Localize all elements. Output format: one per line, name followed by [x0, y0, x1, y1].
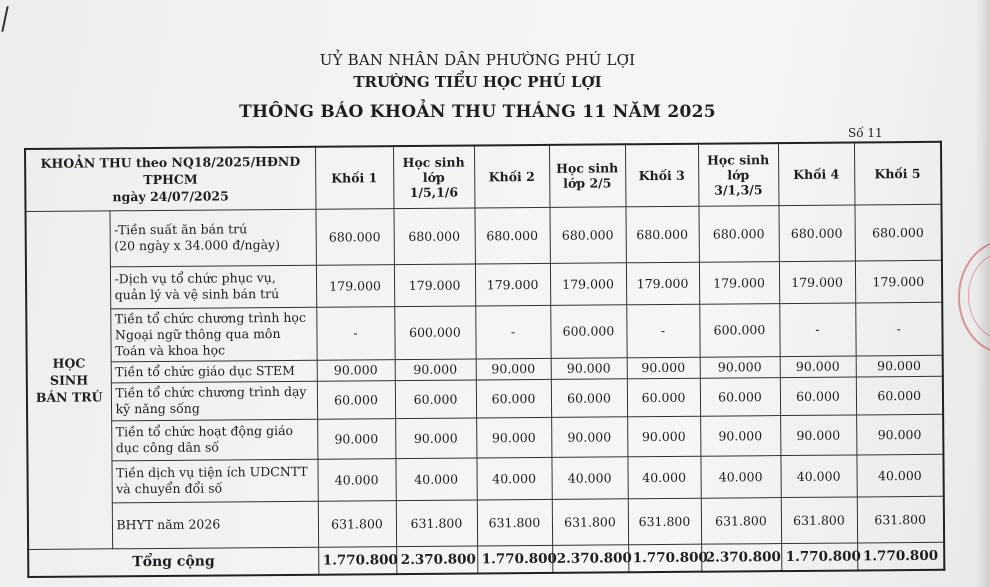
- table-row: [25, 204, 941, 267]
- school-name: TRƯỜNG TIỂU HỌC PHÚ LỢI: [353, 73, 602, 91]
- fee-value: 40.000: [476, 457, 551, 500]
- total-value: 1.770.800: [477, 545, 552, 574]
- fee-value: 90.000: [700, 356, 780, 378]
- fee-item-label: Tiền tổ chức hoạt động giáo dục công dân số: [111, 419, 317, 461]
- fee-value: 60.000: [700, 377, 780, 416]
- student-group-label: [25, 210, 112, 549]
- fee-value: 631.800: [781, 496, 857, 543]
- total-value: 1.770.800: [318, 546, 396, 575]
- fee-item-label: [109, 209, 315, 267]
- fee-value: 60.000: [395, 379, 476, 418]
- fee-value: 631.800: [628, 498, 701, 545]
- fee-item-label: BHYT năm 2026: [112, 501, 318, 549]
- fee-value: 680.000: [698, 205, 778, 262]
- fee-value: 40.000: [627, 456, 700, 499]
- fee-value: 60.000: [476, 379, 551, 418]
- fee-value: 90.000: [780, 414, 856, 455]
- fee-value: 631.800: [857, 496, 944, 543]
- fee-value: 631.800: [318, 500, 396, 547]
- fee-value: 90.000: [317, 359, 395, 381]
- fee-value: 680.000: [625, 206, 698, 263]
- total-value: 1.770.800: [857, 542, 944, 571]
- fee-value: 40.000: [700, 455, 780, 498]
- column-header: Khối 3: [625, 144, 698, 207]
- fee-value: -: [855, 302, 942, 356]
- fee-value: 179.000: [316, 264, 394, 307]
- table-row: [28, 496, 944, 549]
- fee-value: -: [316, 306, 394, 360]
- fee-value: 631.800: [552, 498, 628, 545]
- fee-header-line-1: KHOẢN THU theo NQ18/2025/HĐND: [40, 153, 301, 171]
- fee-value: -: [626, 304, 699, 358]
- fee-value: -: [475, 305, 550, 359]
- fee-value: 40.000: [317, 458, 395, 501]
- fee-value: 40.000: [780, 454, 856, 497]
- fee-value: 631.800: [396, 499, 477, 546]
- fee-item-label: Tiền tổ chức chương trình học Ngoại ngữ thông qua môn Toán và khoa học: [110, 307, 316, 362]
- column-header: Học sinh lớp 1/5,1/6: [393, 145, 474, 208]
- group-label-line-2: BÁN TRÚ: [35, 388, 103, 405]
- fee-value: 179.000: [626, 262, 699, 305]
- fee-item-label-line-2: quản lý và vệ sinh bán trú: [114, 286, 280, 303]
- fee-item-header: [25, 147, 315, 211]
- table-row: [27, 454, 943, 503]
- fee-item-label: Tiền dịch vụ tiện ích UDCNTT và chuyển đổi số: [111, 459, 317, 503]
- fee-value: 40.000: [395, 457, 476, 500]
- fee-value: 600.000: [699, 303, 779, 357]
- fee-value: 90.000: [700, 415, 780, 456]
- fee-item-label: Tiền tổ chức chương trình dạy kỹ năng sống: [111, 381, 317, 421]
- fee-value: 680.000: [778, 204, 854, 261]
- fee-value: 90.000: [395, 358, 476, 380]
- fee-value: 179.000: [550, 262, 626, 305]
- fee-value: 90.000: [317, 418, 395, 459]
- fee-item-label-line-2: (20 ngày x 34.000 đ/ngày): [114, 236, 281, 254]
- fee-value: 680.000: [393, 207, 474, 264]
- authority-name: UỶ BAN NHÂN DÂN PHƯỜNG PHÚ LỢI: [319, 51, 636, 69]
- fee-value: 90.000: [551, 416, 627, 457]
- fee-value: 90.000: [780, 355, 856, 377]
- fee-item-label: [110, 265, 316, 309]
- fee-value: 179.000: [779, 260, 855, 303]
- fee-value: 600.000: [550, 304, 626, 358]
- document-number: Số 11: [848, 126, 883, 140]
- column-header: Học sinh lớp 3/1,3/5: [698, 143, 778, 206]
- fee-value: 680.000: [549, 206, 625, 263]
- table-row: [26, 260, 942, 309]
- column-header: Khối 5: [854, 142, 941, 205]
- fee-value: 631.800: [701, 497, 781, 544]
- fee-value: 90.000: [856, 355, 943, 377]
- fee-value: 90.000: [395, 417, 476, 458]
- total-value: 2.370.800: [552, 544, 628, 573]
- fee-value: 680.000: [854, 204, 941, 261]
- fee-value: 60.000: [856, 376, 943, 415]
- pen-mark: [1, 6, 8, 32]
- column-header: Học sinh lớp 2/5: [549, 144, 625, 207]
- total-value: 2.370.800: [396, 545, 477, 574]
- fee-value: 40.000: [856, 454, 943, 497]
- fee-value: 600.000: [394, 305, 475, 359]
- fee-item-label-line-1: -Tiền suất ăn bán trú: [114, 221, 248, 238]
- fee-header-line-3: ngày 24/07/2025: [112, 188, 229, 205]
- fee-value: 680.000: [316, 208, 394, 265]
- fee-value: 179.000: [475, 263, 550, 306]
- fee-value: 90.000: [627, 357, 700, 379]
- group-label-line-1: HỌC SINH: [49, 355, 89, 388]
- fee-value: 60.000: [627, 378, 700, 417]
- fee-value: 90.000: [476, 417, 551, 458]
- fee-item-label-line-1: -Dịch vụ tổ chức phục vụ,: [114, 270, 276, 287]
- fee-value: 179.000: [855, 260, 942, 303]
- total-value: 2.370.800: [701, 543, 781, 572]
- fee-value: 90.000: [551, 357, 627, 379]
- column-header: Khối 2: [474, 145, 549, 208]
- fee-value: 60.000: [317, 380, 395, 419]
- total-row: [28, 542, 944, 577]
- total-value: 1.770.800: [781, 542, 857, 571]
- fee-value: 680.000: [474, 207, 549, 264]
- fee-value: 60.000: [551, 378, 627, 417]
- total-label: Tổng cộng: [28, 547, 318, 577]
- fee-value: -: [779, 302, 855, 356]
- fee-value: 179.000: [394, 263, 475, 306]
- fee-item-label: Tiền tổ chức giáo dục STEM: [111, 360, 317, 383]
- fee-value: 90.000: [627, 416, 700, 457]
- column-header: Khối 1: [315, 146, 393, 209]
- table-row: [26, 302, 942, 362]
- fee-value: 90.000: [476, 358, 551, 380]
- fee-value: 40.000: [551, 456, 627, 499]
- fee-header-line-2: TPHCM: [143, 171, 198, 187]
- fee-table: [24, 141, 945, 578]
- fee-value: 631.800: [477, 499, 552, 546]
- fee-value: 90.000: [856, 414, 943, 455]
- page-title: THÔNG BÁO KHOẢN THU THÁNG 11 NĂM 2025: [239, 102, 716, 122]
- total-value: 1.770.800: [628, 544, 701, 573]
- fee-value: 179.000: [699, 261, 779, 304]
- fee-value: 60.000: [780, 376, 856, 415]
- column-header: Khối 4: [778, 142, 854, 205]
- table-header-row: [25, 142, 941, 211]
